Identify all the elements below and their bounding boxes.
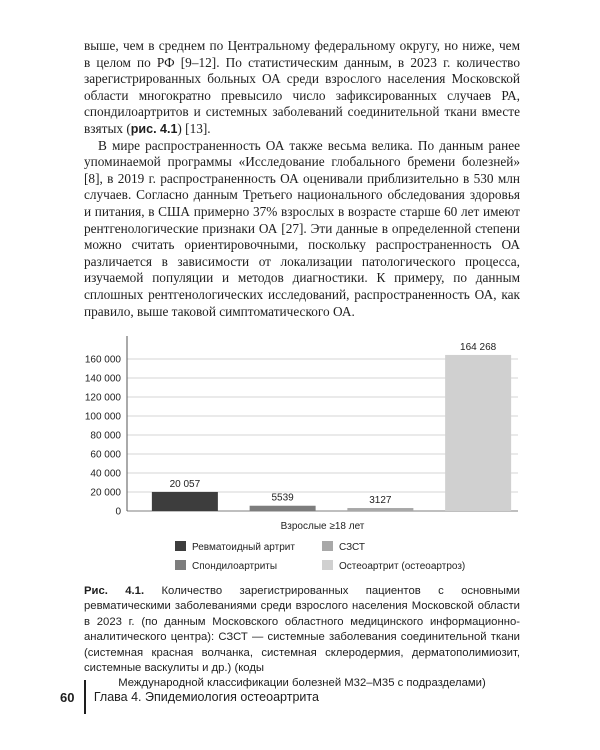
footer-divider [84, 680, 85, 714]
x-axis-label: Взрослые ≥18 лет [280, 521, 365, 532]
y-tick-label: 0 [115, 506, 121, 518]
bar [445, 355, 511, 511]
bar-value-label: 3127 [369, 495, 392, 507]
page-number: 60 [60, 689, 75, 705]
legend-swatch [175, 541, 186, 551]
page-footer [60, 680, 319, 714]
y-tick-label: 120 000 [84, 392, 121, 404]
bar-value-label: 5539 [271, 492, 294, 504]
paragraph-1-text: выше, чем в среднем по Центральному федеральному округу, но ниже, чем в целом по РФ [9–12]. По статистическим данным, в 2023 г. количество зарегистрированных больных ОА среди взрослого населения Московской области многократно превысило число зафиксированных случаев РА, спондилоартритов и системных заболеваний соединительной ткани вместе взятых ( [84, 38, 520, 136]
legend-label: Остеоартрит (остеоартроз) [339, 561, 466, 572]
caption-text: Количество зарегистрированных пациентов с основными ревматическими заболеваниями среди взрослого населения Московской области в 2023 г. (по данным Московского областного медицинского информационно-аналитического центра): СЗСТ — системные заболевания соединительной ткани (системная красная волчанка, системная склеродермия, дерматополимиозит, системные васкулиты и др.) (коды [84, 585, 520, 675]
bar-value-label: 164 268 [460, 341, 497, 353]
legend-swatch [175, 560, 186, 570]
y-tick-label: 40 000 [90, 468, 121, 480]
bar [152, 492, 218, 511]
legend-swatch [322, 560, 333, 570]
figure-reference: рис. 4.1 [130, 121, 178, 136]
y-tick-label: 160 000 [84, 354, 121, 366]
paragraph-1 [84, 38, 520, 138]
figure-caption [84, 584, 520, 692]
y-tick-label: 20 000 [90, 487, 121, 499]
y-tick-label: 60 000 [90, 449, 121, 461]
body-text [84, 38, 520, 320]
paragraph-1-end: ) [13]. [177, 120, 211, 136]
caption-last-line: Международной классификации болезней М32–М35 с подразделами) [118, 677, 486, 690]
paragraph-2: В мире распространенность ОА также весьма велика. По данным ранее упоминаемой программы «Исследование глобального бремени болезней» [8], в 2019 г. распространенность ОА оценивали приблизительно в 530 млн случаев. Согласно данным Третьего национального обследования здоровья и питания, в США примерно 37% взрослых в возрасте старше 60 лет имеют рентгенологические признаки ОА [27]. Эти данные в определенной степени можно считать ориентировочными, поскольку распространенность ОА различается в зависимости от локализации патологического процесса, изучаемой популяции и методов диагностики. К примеру, по данным сплошных рентгенологических исследований, распространенность ОА, как правило, выше таковой симптоматического ОА. [84, 137, 520, 319]
bar-value-label: 20 057 [169, 478, 201, 490]
caption-label: Рис. 4.1. [84, 585, 145, 597]
chapter-title: Глава 4. Эпидемиология остеоартрита [93, 690, 319, 704]
legend-label: Ревматоидный артрит [192, 542, 295, 553]
legend-label: СЗСТ [339, 542, 366, 553]
y-tick-label: 100 000 [84, 411, 121, 423]
bar [250, 506, 316, 511]
y-tick-label: 80 000 [90, 430, 121, 442]
legend-swatch [322, 541, 333, 551]
legend-label: Спондилоартриты [192, 561, 278, 572]
bar [347, 508, 413, 511]
y-tick-label: 140 000 [84, 373, 121, 385]
bar-chart [0, 318, 600, 580]
